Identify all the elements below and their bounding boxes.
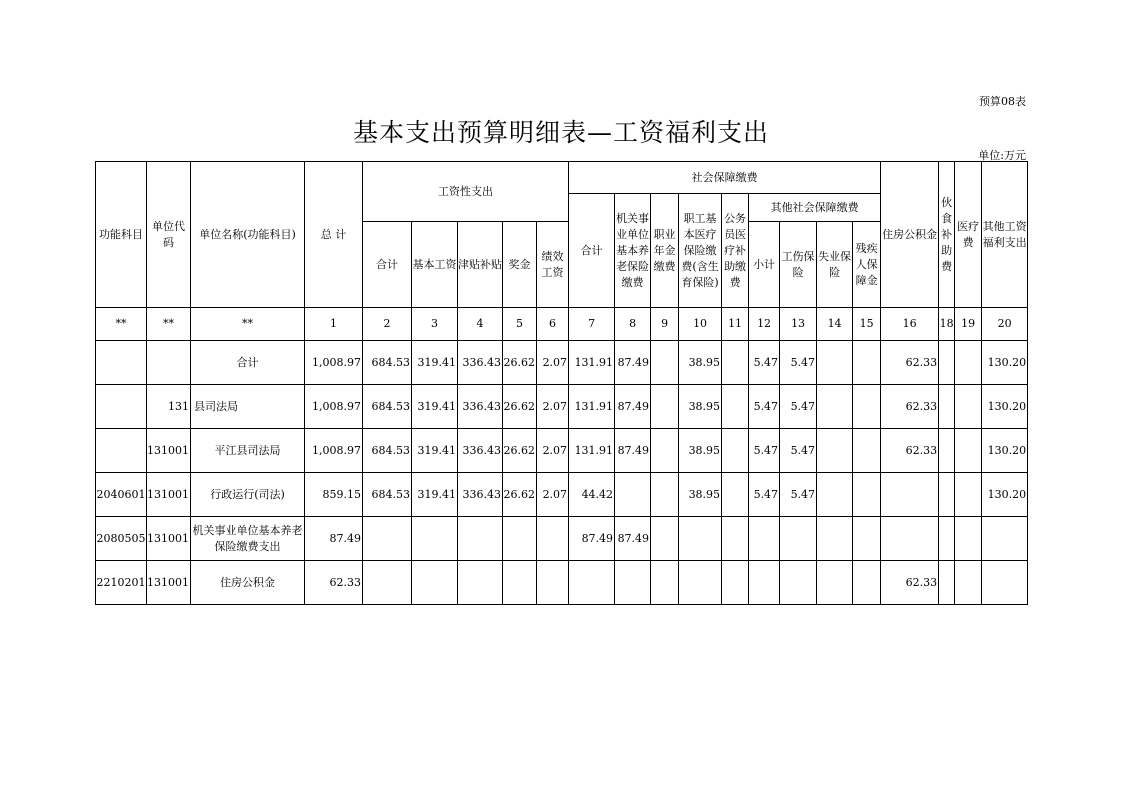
cell-amount bbox=[853, 341, 881, 385]
cell-amount: 130.20 bbox=[982, 341, 1028, 385]
index-cell: 8 bbox=[615, 308, 651, 341]
header-total: 总 计 bbox=[305, 162, 363, 308]
cell-unit-code: 131001 bbox=[147, 561, 191, 605]
cell-amount bbox=[363, 517, 412, 561]
header-annuity: 职业年金缴费 bbox=[651, 194, 679, 308]
index-cell: 4 bbox=[458, 308, 503, 341]
index-cell: 11 bbox=[722, 308, 749, 341]
cell-unit-code bbox=[147, 341, 191, 385]
index-cell: ** bbox=[147, 308, 191, 341]
cell-amount: 130.20 bbox=[982, 473, 1028, 517]
cell-amount: 684.53 bbox=[363, 473, 412, 517]
header-medical-fee: 医疗费 bbox=[955, 162, 982, 308]
table-row bbox=[96, 517, 1028, 561]
cell-amount: 38.95 bbox=[679, 473, 722, 517]
cell-amount bbox=[853, 429, 881, 473]
index-cell: 7 bbox=[569, 308, 615, 341]
index-cell: 2 bbox=[363, 308, 412, 341]
cell-amount: 62.33 bbox=[881, 429, 939, 473]
table-row bbox=[96, 385, 1028, 429]
cell-amount bbox=[615, 561, 651, 605]
cell-amount bbox=[651, 385, 679, 429]
cell-amount: 5.47 bbox=[749, 429, 780, 473]
header-social-group: 社会保障缴费 bbox=[569, 162, 881, 194]
cell-amount bbox=[722, 385, 749, 429]
cell-amount bbox=[780, 517, 817, 561]
cell-amount bbox=[363, 561, 412, 605]
cell-amount bbox=[651, 473, 679, 517]
header-injury: 工伤保险 bbox=[780, 222, 817, 308]
cell-amount bbox=[651, 561, 679, 605]
header-unit-name: 单位名称(功能科目) bbox=[191, 162, 305, 308]
cell-amount: 87.49 bbox=[569, 517, 615, 561]
header-pension: 机关事业单位基本养老保险缴费 bbox=[615, 194, 651, 308]
cell-amount bbox=[939, 341, 955, 385]
header-medical: 职工基本医疗保险缴费(含生育保险) bbox=[679, 194, 722, 308]
cell-amount bbox=[412, 517, 458, 561]
header-civil-medical: 公务员医疗补助缴费 bbox=[722, 194, 749, 308]
cell-amount: 2.07 bbox=[537, 473, 569, 517]
index-cell: 14 bbox=[817, 308, 853, 341]
header-meal: 伙食补助费 bbox=[939, 162, 955, 308]
cell-amount: 5.47 bbox=[780, 473, 817, 517]
index-cell: ** bbox=[96, 308, 147, 341]
cell-amount: 87.49 bbox=[615, 517, 651, 561]
cell-amount: 87.49 bbox=[305, 517, 363, 561]
cell-amount: 5.47 bbox=[780, 385, 817, 429]
cell-amount: 62.33 bbox=[305, 561, 363, 605]
cell-amount: 5.47 bbox=[780, 429, 817, 473]
cell-amount: 131.91 bbox=[569, 429, 615, 473]
cell-amount: 26.62 bbox=[503, 473, 537, 517]
cell-amount: 2.07 bbox=[537, 341, 569, 385]
cell-amount bbox=[749, 561, 780, 605]
cell-amount bbox=[817, 341, 853, 385]
cell-func-subject: 2080505 bbox=[96, 517, 147, 561]
cell-unit-code: 131001 bbox=[147, 429, 191, 473]
header-other-social-group: 其他社会保障缴费 bbox=[749, 194, 881, 222]
header-salary-group: 工资性支出 bbox=[363, 162, 569, 222]
cell-amount bbox=[817, 429, 853, 473]
header-unit-code: 单位代码 bbox=[147, 162, 191, 308]
cell-amount: 1,008.97 bbox=[305, 385, 363, 429]
cell-amount bbox=[651, 341, 679, 385]
cell-amount: 26.62 bbox=[503, 429, 537, 473]
cell-func-subject bbox=[96, 385, 147, 429]
index-cell: 16 bbox=[881, 308, 939, 341]
cell-amount bbox=[679, 517, 722, 561]
form-code-label: 预算08表 bbox=[979, 95, 1026, 108]
cell-amount bbox=[955, 429, 982, 473]
cell-amount bbox=[651, 517, 679, 561]
cell-amount: 684.53 bbox=[363, 385, 412, 429]
index-cell: ** bbox=[191, 308, 305, 341]
header-unemployment: 失业保险 bbox=[817, 222, 853, 308]
cell-amount: 38.95 bbox=[679, 429, 722, 473]
header-allowance: 津贴补贴 bbox=[458, 222, 503, 308]
cell-unit-name: 平江县司法局 bbox=[191, 429, 305, 473]
cell-amount bbox=[939, 473, 955, 517]
cell-amount: 62.33 bbox=[881, 341, 939, 385]
table-row bbox=[96, 341, 1028, 385]
cell-unit-code: 131 bbox=[147, 385, 191, 429]
cell-amount: 38.95 bbox=[679, 341, 722, 385]
cell-amount bbox=[780, 561, 817, 605]
cell-amount bbox=[537, 517, 569, 561]
cell-unit-name: 合计 bbox=[191, 341, 305, 385]
cell-amount: 336.43 bbox=[458, 473, 503, 517]
cell-amount: 26.62 bbox=[503, 385, 537, 429]
header-func-subject: 功能科目 bbox=[96, 162, 147, 308]
cell-amount bbox=[955, 517, 982, 561]
cell-amount: 62.33 bbox=[881, 561, 939, 605]
index-cell: 19 bbox=[955, 308, 982, 341]
cell-amount bbox=[722, 473, 749, 517]
cell-amount bbox=[817, 473, 853, 517]
cell-amount: 336.43 bbox=[458, 429, 503, 473]
cell-amount: 319.41 bbox=[412, 429, 458, 473]
cell-amount: 336.43 bbox=[458, 341, 503, 385]
cell-amount bbox=[853, 561, 881, 605]
header-bonus: 奖金 bbox=[503, 222, 537, 308]
cell-amount: 5.47 bbox=[749, 473, 780, 517]
cell-amount bbox=[679, 561, 722, 605]
header-other-subtotal: 小计 bbox=[749, 222, 780, 308]
cell-amount bbox=[569, 561, 615, 605]
cell-amount bbox=[955, 561, 982, 605]
cell-unit-name: 住房公积金 bbox=[191, 561, 305, 605]
index-cell: 18 bbox=[939, 308, 955, 341]
header-other-welfare: 其他工资福利支出 bbox=[982, 162, 1028, 308]
cell-amount: 336.43 bbox=[458, 385, 503, 429]
cell-amount: 26.62 bbox=[503, 341, 537, 385]
budget-table bbox=[95, 161, 1028, 605]
cell-amount bbox=[817, 561, 853, 605]
cell-amount: 859.15 bbox=[305, 473, 363, 517]
cell-amount bbox=[853, 473, 881, 517]
index-row bbox=[96, 308, 1028, 341]
cell-amount: 1,008.97 bbox=[305, 341, 363, 385]
cell-amount bbox=[982, 561, 1028, 605]
index-cell: 3 bbox=[412, 308, 458, 341]
header-disability: 残疾人保障金 bbox=[853, 222, 881, 308]
cell-amount bbox=[503, 561, 537, 605]
index-cell: 6 bbox=[537, 308, 569, 341]
cell-amount: 5.47 bbox=[749, 385, 780, 429]
header-social-total: 合计 bbox=[569, 194, 615, 308]
cell-amount bbox=[615, 473, 651, 517]
cell-amount: 87.49 bbox=[615, 341, 651, 385]
cell-amount bbox=[722, 561, 749, 605]
cell-amount bbox=[939, 385, 955, 429]
header-salary-total: 合计 bbox=[363, 222, 412, 308]
cell-amount: 319.41 bbox=[412, 341, 458, 385]
cell-amount: 319.41 bbox=[412, 385, 458, 429]
table-row bbox=[96, 473, 1028, 517]
cell-amount: 684.53 bbox=[363, 341, 412, 385]
cell-amount: 684.53 bbox=[363, 429, 412, 473]
cell-unit-code: 131001 bbox=[147, 517, 191, 561]
cell-amount bbox=[722, 517, 749, 561]
table-row bbox=[96, 561, 1028, 605]
cell-amount: 38.95 bbox=[679, 385, 722, 429]
cell-amount: 131.91 bbox=[569, 341, 615, 385]
cell-amount bbox=[853, 385, 881, 429]
cell-amount bbox=[982, 517, 1028, 561]
cell-unit-name: 县司法局 bbox=[191, 385, 305, 429]
unit-label: 单位:万元 bbox=[978, 149, 1026, 162]
cell-unit-name: 机关事业单位基本养老保险缴费支出 bbox=[191, 517, 305, 561]
cell-amount bbox=[722, 341, 749, 385]
cell-amount: 87.49 bbox=[615, 429, 651, 473]
cell-amount bbox=[955, 341, 982, 385]
cell-amount bbox=[939, 561, 955, 605]
header-performance: 绩效工资 bbox=[537, 222, 569, 308]
cell-amount bbox=[853, 517, 881, 561]
cell-amount bbox=[881, 517, 939, 561]
page-title: 基本支出预算明细表—工资福利支出 bbox=[352, 118, 769, 147]
cell-amount bbox=[503, 517, 537, 561]
header-basic-salary: 基本工资 bbox=[412, 222, 458, 308]
cell-amount bbox=[881, 473, 939, 517]
cell-amount: 2.07 bbox=[537, 385, 569, 429]
cell-amount bbox=[955, 473, 982, 517]
cell-amount: 87.49 bbox=[615, 385, 651, 429]
cell-unit-name: 行政运行(司法) bbox=[191, 473, 305, 517]
cell-amount bbox=[749, 517, 780, 561]
cell-amount: 5.47 bbox=[780, 341, 817, 385]
table-row bbox=[96, 429, 1028, 473]
cell-amount bbox=[939, 429, 955, 473]
index-cell: 12 bbox=[749, 308, 780, 341]
cell-amount bbox=[955, 385, 982, 429]
cell-amount bbox=[458, 517, 503, 561]
index-cell: 20 bbox=[982, 308, 1028, 341]
cell-unit-code: 131001 bbox=[147, 473, 191, 517]
cell-amount bbox=[458, 561, 503, 605]
cell-amount: 1,008.97 bbox=[305, 429, 363, 473]
index-cell: 13 bbox=[780, 308, 817, 341]
cell-func-subject: 2210201 bbox=[96, 561, 147, 605]
cell-amount: 130.20 bbox=[982, 385, 1028, 429]
cell-amount bbox=[817, 517, 853, 561]
cell-amount: 2.07 bbox=[537, 429, 569, 473]
index-cell: 5 bbox=[503, 308, 537, 341]
cell-amount: 44.42 bbox=[569, 473, 615, 517]
cell-amount: 62.33 bbox=[881, 385, 939, 429]
cell-amount bbox=[817, 385, 853, 429]
cell-func-subject bbox=[96, 429, 147, 473]
index-cell: 10 bbox=[679, 308, 722, 341]
cell-amount bbox=[537, 561, 569, 605]
cell-amount bbox=[939, 517, 955, 561]
cell-amount: 130.20 bbox=[982, 429, 1028, 473]
index-cell: 9 bbox=[651, 308, 679, 341]
index-cell: 15 bbox=[853, 308, 881, 341]
cell-func-subject: 2040601 bbox=[96, 473, 147, 517]
cell-amount bbox=[722, 429, 749, 473]
cell-amount bbox=[651, 429, 679, 473]
cell-amount: 319.41 bbox=[412, 473, 458, 517]
cell-func-subject bbox=[96, 341, 147, 385]
header-housing-fund: 住房公积金 bbox=[881, 162, 939, 308]
index-cell: 1 bbox=[305, 308, 363, 341]
cell-amount: 131.91 bbox=[569, 385, 615, 429]
cell-amount bbox=[412, 561, 458, 605]
cell-amount: 5.47 bbox=[749, 341, 780, 385]
